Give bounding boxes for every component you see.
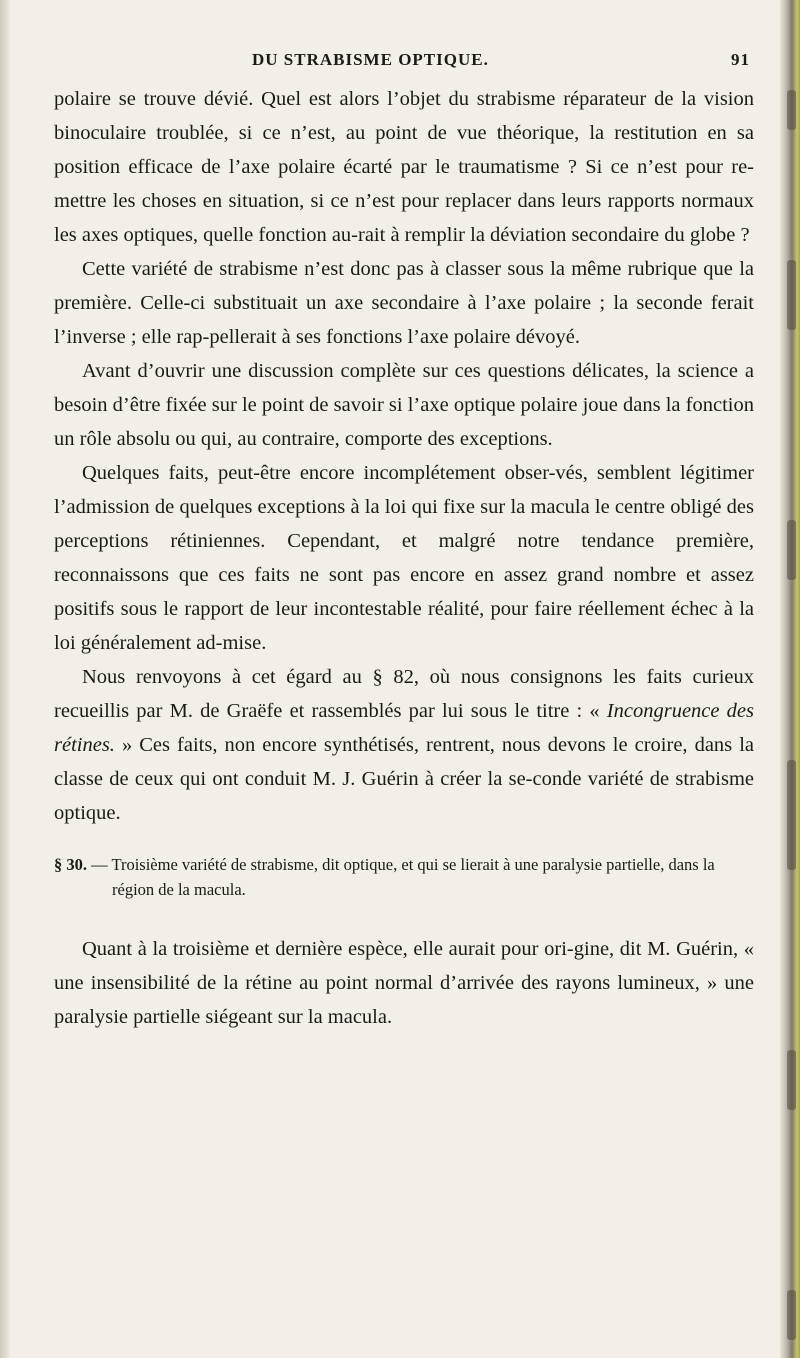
running-title: DU STRABISME OPTIQUE. xyxy=(252,50,489,69)
section-heading xyxy=(54,852,754,902)
page-gutter xyxy=(0,0,10,1358)
paragraph-3: Avant d’ouvrir une discussion complète sur ces questions délicates, la science a besoin d’être fixée sur le point de savoir si l’axe optique polaire joue dans la fonction un rôle absolu ou qui, au contraire, comporte des exceptions. xyxy=(54,360,754,450)
paragraph-6: Quant à la troisième et dernière espèce, elle aurait pour ori-gine, dit M. Guérin, « une insensibilité de la rétine au point normal d’arrivée des rayons lumineux, » une paralysie partielle siégeant sur la macula. xyxy=(54,938,754,1028)
paragraph-5-text-a: Nous renvoyons à cet égard au § 82, où nous consignons les faits curieux recueillis par M. de Graëfe et rassemblés par lui sous le titre : « xyxy=(54,666,754,722)
paragraph-5 xyxy=(54,660,754,830)
paragraph-4: Quelques faits, peut-être encore incomplétement obser-vés, semblent légitimer l’admission de quelques exceptions à la loi qui fixe sur la macula le centre obligé des perceptions rétiniennes. Cependant, et malgré notre tendance première, reconnaissons que ces faits ne sont pas encore en assez grand nombre et assez positifs sous le rapport de leur incontestable réalité, pour faire réellement échec à la loi généralement ad-mise. xyxy=(54,462,754,654)
paragraph-1: polaire se trouve dévié. Quel est alors l’objet du strabisme réparateur de la vision binoculaire troublée, si ce n’est, au point de vue théorique, la restitution en sa position efficace de l’axe polaire écarté par le traumatisme ? Si ce n’est pour re-mettre les choses en situation, si ce n’est pour replacer dans leurs rapports normaux les axes optiques, quelle fonction au-rait à remplir la déviation secondaire du globe ? xyxy=(54,88,754,246)
paragraph-2: Cette variété de strabisme n’est donc pas à classer sous la même rubrique que la première. Celle-ci substituait un axe secondaire à l’axe polaire ; la seconde ferait l’inverse ; elle rap-pellerait à ses fonctions l’axe polaire dévoyé. xyxy=(54,258,754,348)
running-head xyxy=(54,50,754,80)
page-number: 91 xyxy=(731,50,750,69)
paragraph-5-text-b: » Ces faits, non encore synthétisés, rentrent, nous devons le croire, dans la classe de ceux qui ont conduit M. J. Guérin à créer la se-conde variété de strabisme optique. xyxy=(54,734,754,824)
section-title: — Troisième variété de strabisme, dit optique, et qui se lierait à une paralysie partielle, dans la région de la macula. xyxy=(87,855,715,899)
page-edge xyxy=(780,0,800,1358)
book-page xyxy=(54,50,754,1034)
section-number: § 30. xyxy=(54,855,87,874)
italic-title: Incongruence des rétines. xyxy=(54,700,754,756)
